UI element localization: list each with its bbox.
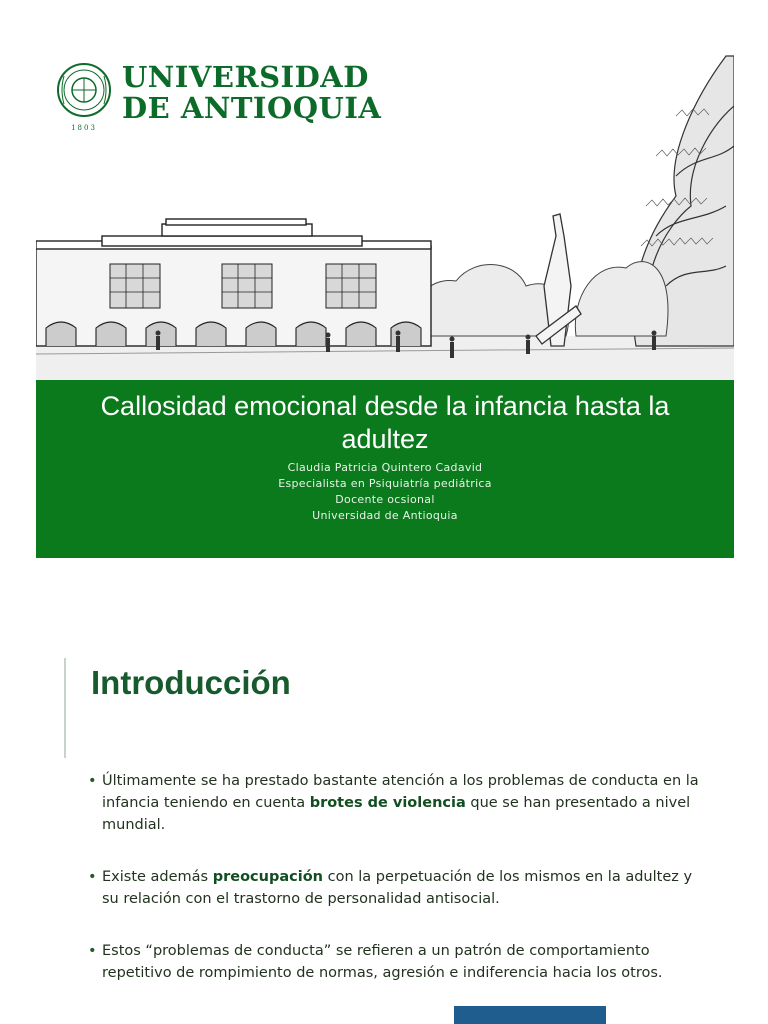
title-slide (36, 36, 734, 558)
university-seal-icon (54, 56, 114, 136)
bullet-emphasis: preocupación (212, 869, 323, 885)
bullet-text: Últimamente se ha prestado bastante atención a los problemas de conducta en la infancia teniendo en cuenta (102, 773, 699, 811)
credit-author: Claudia Patricia Quintero Cadavid (287, 461, 483, 474)
bullet-text: Estos “problemas de conducta” se refieren a un patrón de comportamiento repetitivo de rompimiento de normas, agresión e indiferencia hacia los otros. (102, 943, 663, 981)
bullet-emphasis: brotes de violencia (309, 795, 466, 811)
bullet-text: con la perpetuación de los mismos en la adultez y su relación con el trastorno de personalidad antisocial. (102, 869, 693, 907)
university-name (122, 62, 381, 124)
bullet-text: que se han presentado a nivel mundial. (102, 795, 691, 833)
university-name-line2: DE ANTIOQUIA (122, 91, 382, 125)
credit-role: Docente ocsional (335, 493, 435, 506)
seal-year: 1803 (71, 124, 97, 132)
bullet-item (88, 866, 704, 910)
accent-divider (64, 658, 66, 758)
accent-block (454, 1006, 606, 1024)
title-band (36, 380, 734, 558)
introduction-slide (36, 628, 734, 1024)
credit-institution: Universidad de Antioquia (312, 509, 458, 522)
bullet-item (88, 770, 704, 836)
bullet-item (88, 940, 704, 984)
presentation-title: Callosidad emocional desde la infancia hasta la adultez (100, 391, 670, 454)
university-name-line1: UNIVERSIDAD (122, 60, 369, 94)
author-credits (36, 460, 734, 524)
bullet-list (88, 770, 704, 1014)
section-heading: Introducción (91, 664, 291, 701)
credit-specialty: Especialista en Psiquiatría pediátrica (278, 477, 492, 490)
bullet-text: Existe además (102, 869, 213, 885)
